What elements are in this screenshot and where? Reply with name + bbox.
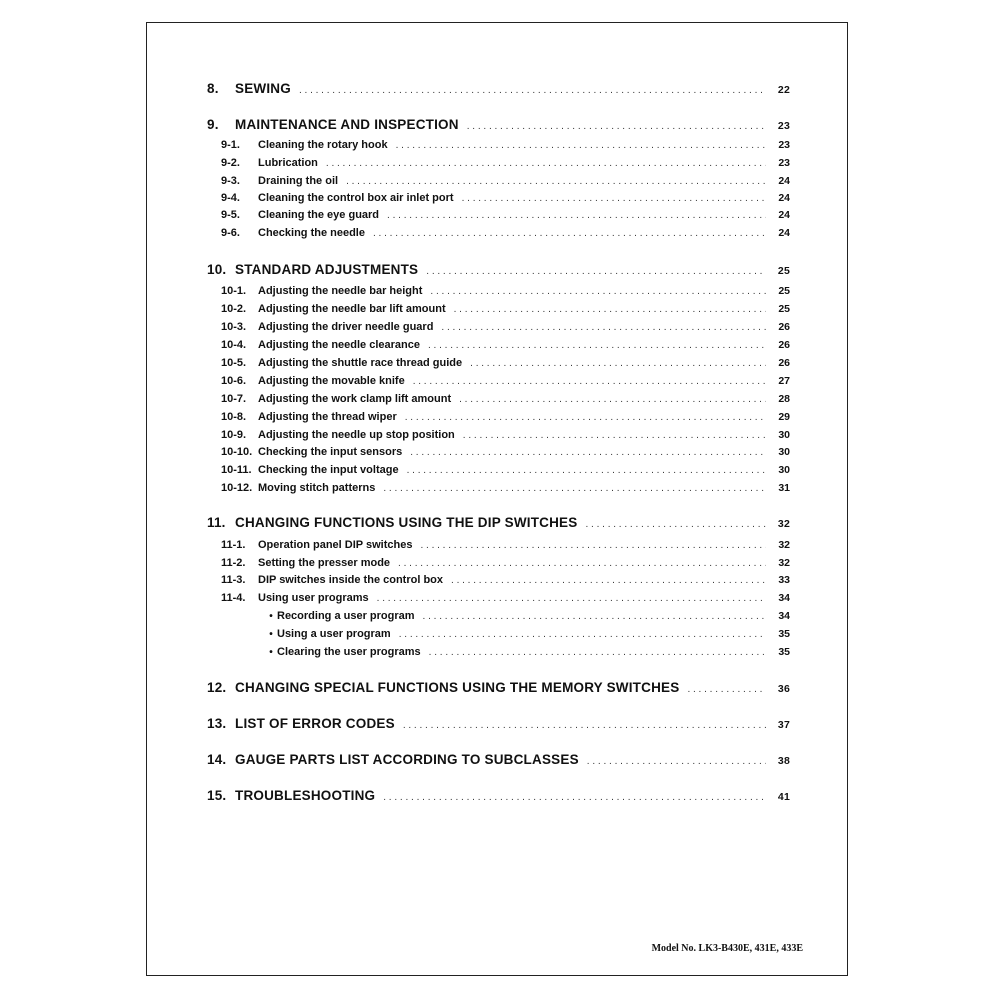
dot-leader [441, 322, 766, 333]
toc-title: Adjusting the movable knife [258, 375, 405, 387]
toc-page: 23 [778, 139, 790, 151]
toc-number: 14. [207, 752, 227, 767]
toc-entry-10-12[interactable] [221, 482, 790, 494]
toc-title: Checking the needle [258, 227, 365, 239]
toc-number: 11. [207, 515, 226, 530]
toc-title: MAINTENANCE AND INSPECTION [235, 117, 459, 132]
bullet-icon: • [269, 629, 273, 640]
toc-number: 10-12. [221, 482, 253, 494]
toc-page: 38 [777, 755, 790, 767]
toc-entry-10-4[interactable] [221, 339, 790, 351]
toc-number: 11-4. [221, 592, 246, 604]
toc-number: 9-2. [221, 157, 240, 169]
dot-leader [410, 447, 766, 458]
toc-page: 25 [778, 303, 790, 315]
dot-leader [587, 756, 766, 767]
toc-page: 36 [777, 683, 790, 695]
toc-page: 31 [778, 482, 790, 494]
toc-title: Adjusting the shuttle race thread guide [258, 357, 463, 369]
dot-leader [428, 340, 766, 351]
dot-leader [326, 158, 766, 169]
toc-number: 10-10. [221, 446, 253, 458]
toc-entry-using-user-program[interactable] [265, 628, 790, 640]
dot-leader [413, 376, 766, 387]
toc-page: 28 [778, 393, 790, 405]
dot-leader [459, 394, 766, 405]
dot-leader [423, 611, 766, 622]
toc-entry-maintenance[interactable] [207, 117, 790, 132]
dot-leader [373, 228, 766, 239]
toc-page: 34 [778, 592, 790, 604]
toc-title: Checking the input voltage [258, 464, 399, 476]
dot-leader [454, 304, 766, 315]
dot-leader [430, 286, 766, 297]
toc-entry-10-11[interactable] [221, 464, 790, 476]
dot-leader [399, 629, 766, 640]
document-page [146, 22, 848, 976]
toc-number: 13. [207, 716, 227, 731]
toc-entry-11-3[interactable] [221, 574, 790, 586]
toc-number: 11-2. [221, 557, 246, 569]
toc-title: Operation panel DIP switches [258, 539, 413, 551]
toc-number: 9-5. [221, 209, 240, 221]
toc-page: 25 [777, 265, 790, 277]
dot-leader [429, 647, 766, 658]
dot-leader [470, 358, 766, 369]
toc-page: 41 [777, 791, 790, 803]
toc-number: 10-2. [221, 303, 247, 315]
dot-leader [383, 483, 766, 494]
toc-entry-10-9[interactable] [221, 429, 790, 441]
toc-title: Adjusting the driver needle guard [258, 321, 434, 333]
toc-entry-troubleshooting[interactable] [207, 788, 790, 803]
toc-entry-10-2[interactable] [221, 303, 790, 315]
toc-entry-10-6[interactable] [221, 375, 790, 387]
toc-entry-error-codes[interactable] [207, 716, 790, 731]
toc-page: 30 [778, 464, 790, 476]
dot-leader [396, 140, 766, 151]
bullet-icon: • [269, 647, 273, 658]
table-of-contents [147, 23, 847, 975]
toc-entry-standard-adjustments[interactable] [207, 262, 790, 277]
toc-page: 32 [778, 557, 790, 569]
toc-page: 26 [778, 357, 790, 369]
toc-title: Cleaning the eye guard [258, 209, 380, 221]
toc-title: Lubrication [258, 157, 318, 169]
toc-page: 32 [778, 539, 790, 551]
toc-entry-dip-switches[interactable] [207, 515, 790, 530]
toc-page: 24 [778, 192, 790, 204]
toc-title: SEWING [235, 81, 291, 96]
toc-entry-10-7[interactable] [221, 393, 790, 405]
toc-entry-9-5[interactable] [221, 209, 790, 221]
dot-leader [463, 430, 766, 441]
dot-leader [383, 792, 766, 803]
toc-number: 10-9. [221, 429, 247, 441]
toc-title: Clearing the user programs [277, 646, 421, 658]
dot-leader [585, 519, 766, 530]
dot-leader [346, 176, 766, 187]
toc-entry-10-10[interactable] [221, 446, 790, 458]
toc-title: Cleaning the rotary hook [258, 139, 388, 151]
toc-number: 10-8. [221, 411, 247, 423]
bullet-icon: • [269, 611, 273, 622]
toc-entry-10-3[interactable] [221, 321, 790, 333]
toc-entry-clearing-user-programs[interactable] [265, 646, 790, 658]
toc-entry-9-6[interactable] [221, 227, 790, 239]
toc-title: TROUBLESHOOTING [235, 788, 376, 803]
toc-page: 27 [778, 375, 790, 387]
toc-number: 10. [207, 262, 227, 277]
toc-title: Recording a user program [277, 610, 415, 622]
toc-title: Cleaning the control box air inlet port [258, 192, 454, 204]
toc-page: 23 [778, 157, 790, 169]
toc-number: 10-7. [221, 393, 247, 405]
toc-page: 37 [777, 719, 790, 731]
toc-entry-11-2[interactable] [221, 557, 790, 569]
toc-title: Adjusting the needle up stop position [258, 429, 455, 441]
toc-title: CHANGING SPECIAL FUNCTIONS USING THE MEMORY SWITCHES [235, 680, 680, 695]
toc-number: 10-3. [221, 321, 247, 333]
toc-page: 26 [778, 339, 790, 351]
toc-title: STANDARD ADJUSTMENTS [235, 262, 419, 277]
dot-leader [405, 412, 766, 423]
toc-number: 15. [207, 788, 227, 803]
toc-title: Using user programs [258, 592, 369, 604]
dot-leader [420, 540, 766, 551]
toc-number: 11-3. [221, 574, 246, 586]
toc-number: 9. [207, 117, 219, 132]
toc-title: Checking the input sensors [258, 446, 403, 458]
dot-leader [462, 193, 766, 204]
dot-leader [377, 593, 766, 604]
toc-number: 10-6. [221, 375, 247, 387]
toc-entry-sewing[interactable] [207, 81, 790, 96]
toc-number: 9-1. [221, 139, 240, 151]
toc-number: 9-3. [221, 175, 240, 187]
toc-entry-10-1[interactable] [221, 285, 790, 297]
toc-page: 34 [778, 610, 790, 622]
toc-entry-9-2[interactable] [221, 157, 790, 169]
toc-number: 12. [207, 680, 227, 695]
dot-leader [299, 85, 766, 96]
toc-entry-11-1[interactable] [221, 539, 790, 551]
toc-page: 24 [778, 227, 790, 239]
dot-leader [403, 720, 766, 731]
toc-title: Adjusting the needle bar height [258, 285, 423, 297]
toc-number: 8. [207, 81, 219, 96]
dot-leader [426, 266, 766, 277]
dot-leader [407, 465, 766, 476]
toc-number: 9-4. [221, 192, 240, 204]
dot-leader [398, 558, 766, 569]
toc-page: 23 [777, 120, 790, 132]
toc-title: Adjusting the work clamp lift amount [258, 393, 452, 405]
toc-title: Draining the oil [258, 175, 339, 187]
toc-page: 25 [778, 285, 790, 297]
toc-page: 29 [778, 411, 790, 423]
toc-page: 33 [778, 574, 790, 586]
model-number-footer: Model No. LK3-B430E, 431E, 433E [651, 943, 803, 954]
toc-page: 30 [778, 429, 790, 441]
toc-number: 10-5. [221, 357, 247, 369]
toc-entry-9-1[interactable] [221, 139, 790, 151]
toc-entry-10-5[interactable] [221, 357, 790, 369]
toc-number: 10-4. [221, 339, 247, 351]
dot-leader [451, 575, 766, 586]
toc-page: 35 [778, 628, 790, 640]
toc-number: 9-6. [221, 227, 240, 239]
toc-title: Setting the presser mode [258, 557, 391, 569]
toc-page: 24 [778, 209, 790, 221]
toc-title: Adjusting the needle clearance [258, 339, 420, 351]
toc-title: Moving stitch patterns [258, 482, 376, 494]
toc-page: 22 [777, 84, 790, 96]
dot-leader [687, 684, 766, 695]
toc-title: DIP switches inside the control box [258, 574, 444, 586]
toc-number: 10-11. [221, 464, 252, 476]
toc-page: 30 [778, 446, 790, 458]
toc-entry-9-4[interactable] [221, 192, 790, 204]
toc-title: GAUGE PARTS LIST ACCORDING TO SUBCLASSES [235, 752, 579, 767]
toc-number: 10-1. [221, 285, 247, 297]
toc-entry-10-8[interactable] [221, 411, 790, 423]
toc-page: 35 [778, 646, 790, 658]
toc-page: 24 [778, 175, 790, 187]
dot-leader [387, 210, 766, 221]
toc-title: CHANGING FUNCTIONS USING THE DIP SWITCHES [235, 515, 578, 530]
toc-page: 32 [777, 518, 790, 530]
toc-entry-recording-user-program[interactable] [265, 610, 790, 622]
toc-title: LIST OF ERROR CODES [235, 716, 395, 731]
toc-entry-9-3[interactable] [221, 175, 790, 187]
toc-page: 26 [778, 321, 790, 333]
toc-title: Adjusting the needle bar lift amount [258, 303, 446, 315]
toc-number: 11-1. [221, 539, 246, 551]
toc-title: Using a user program [277, 628, 391, 640]
toc-title: Adjusting the thread wiper [258, 411, 397, 423]
toc-entry-gauge-parts[interactable] [207, 752, 790, 767]
toc-entry-memory-switches[interactable] [207, 680, 790, 695]
dot-leader [467, 121, 766, 132]
toc-entry-11-4[interactable] [221, 592, 790, 604]
